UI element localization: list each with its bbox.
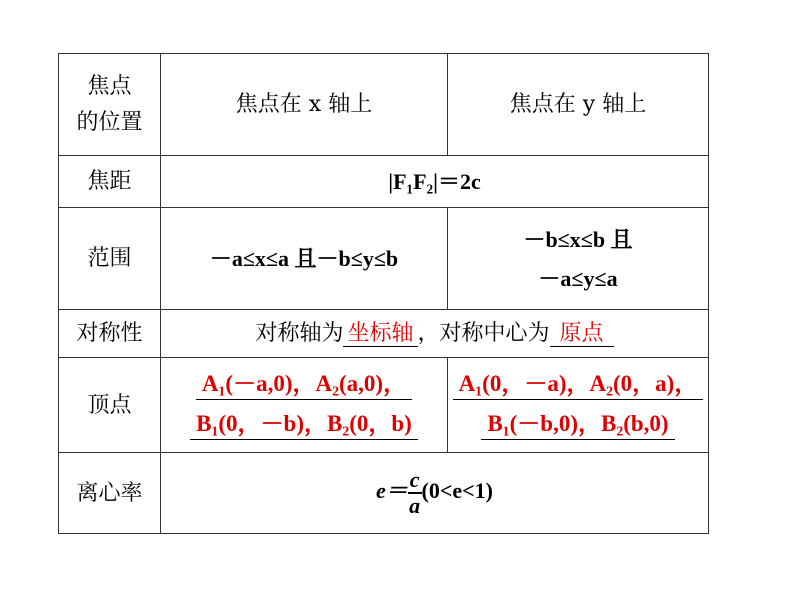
vertices-y-line2: B₁(－b,0)，B₂(b,0)	[481, 410, 674, 440]
row-symmetry	[59, 310, 709, 358]
symmetry-value	[161, 310, 709, 358]
vertices-x	[161, 358, 448, 453]
range-y-line2: －a≤y≤a	[538, 265, 618, 291]
ellipse-properties-table	[58, 53, 709, 534]
symmetry-center-answer: 原点	[550, 322, 614, 347]
fraction-numerator: c	[409, 467, 420, 492]
range-y	[448, 208, 709, 310]
row-range	[59, 208, 709, 310]
range-x: －a≤x≤a 且－b≤y≤b	[161, 208, 448, 310]
symmetry-middle: ，对称中心为	[417, 321, 550, 346]
label-focal-distance: 焦距	[59, 156, 161, 208]
row-focal-distance	[59, 156, 709, 208]
label-focus-position: 焦点 的位置	[59, 54, 161, 156]
range-y-line1: －b≤x≤b 且	[523, 226, 633, 252]
eccentricity-lhs: e＝	[375, 478, 408, 504]
vertices-y-line1: A₁(0，－a)，A₂(0，a)，	[453, 370, 704, 400]
symmetry-prefix: 对称轴为	[255, 321, 344, 346]
symmetry-axis-answer: 坐标轴	[343, 322, 417, 347]
label-vertices: 顶点	[59, 358, 161, 453]
label-eccentricity: 离心率	[59, 453, 161, 534]
row-vertices	[59, 358, 709, 453]
focal-distance-value: |F₁F₂|＝2c	[161, 156, 709, 208]
vertices-y	[448, 358, 709, 453]
label-range: 范围	[59, 208, 161, 310]
label-symmetry: 对称性	[59, 310, 161, 358]
eccentricity-condition: (0<e<1)	[421, 478, 494, 504]
eccentricity-fraction	[408, 469, 422, 517]
row-focus-position	[59, 54, 709, 156]
vertices-x-line2: B₁(0，－b)，B₂(0，b)	[190, 410, 418, 440]
focus-on-x-axis: 焦点在 x 轴上	[161, 54, 448, 156]
focus-on-y-axis: 焦点在 y 轴上	[448, 54, 709, 156]
eccentricity-value	[161, 453, 709, 534]
fraction-denominator: a	[409, 493, 421, 518]
row-eccentricity	[59, 453, 709, 534]
vertices-x-line1: A₁(－a,0)，A₂(a,0)，	[196, 370, 412, 400]
